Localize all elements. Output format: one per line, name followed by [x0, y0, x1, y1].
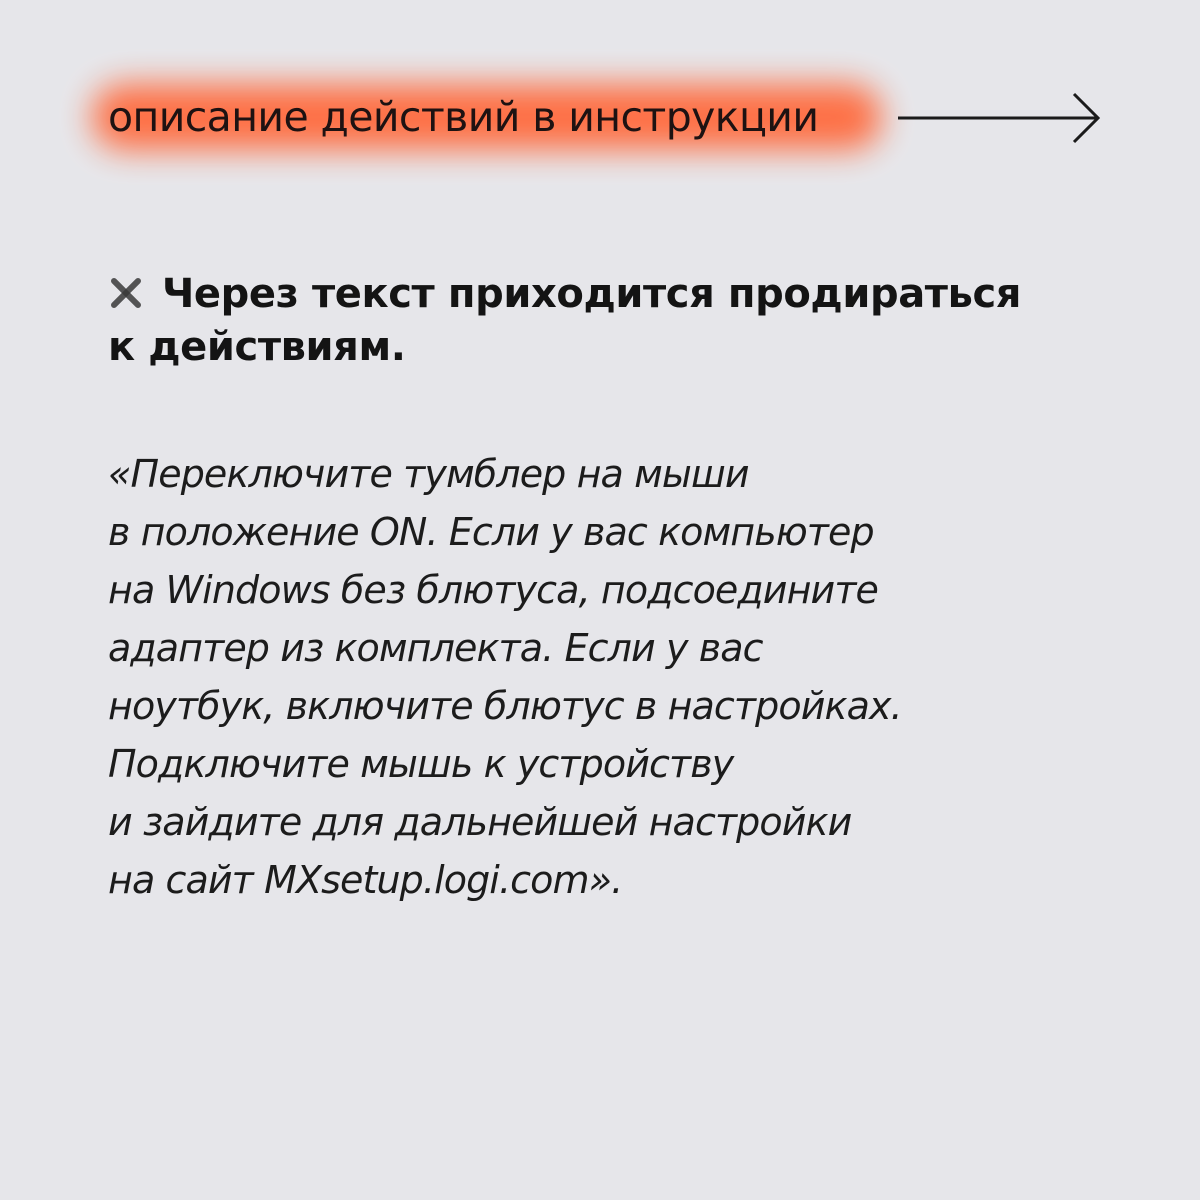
quote-line: адаптер из комплекта. Если у вас: [108, 626, 763, 670]
arrow-right-icon: [898, 92, 1102, 144]
quote-line: на Windows без блютуса, подсоедините: [108, 568, 879, 612]
quote-line: Подключите мышь к устройству: [108, 742, 734, 786]
quote-line: ноутбук, включите блютус в настройках.: [108, 684, 902, 728]
quote-line: и зайдите для дальнейшей настройки: [108, 800, 852, 844]
topic-row: [92, 80, 1122, 154]
quote-line: в положение ON. Если у вас компьютер: [108, 510, 874, 554]
headline-line-2: к действиям.: [108, 324, 406, 370]
quote-line: на сайт MXsetup.logi.com».: [108, 858, 623, 902]
headline-line-1: Через текст приходится продираться: [162, 271, 1022, 317]
instruction-quote: [108, 445, 1148, 909]
topic-label: описание действий в инструкции: [108, 93, 819, 141]
quote-line: «Переключите тумблер на мыши: [108, 452, 749, 496]
headline: [108, 268, 1108, 374]
cross-icon: [108, 275, 144, 311]
